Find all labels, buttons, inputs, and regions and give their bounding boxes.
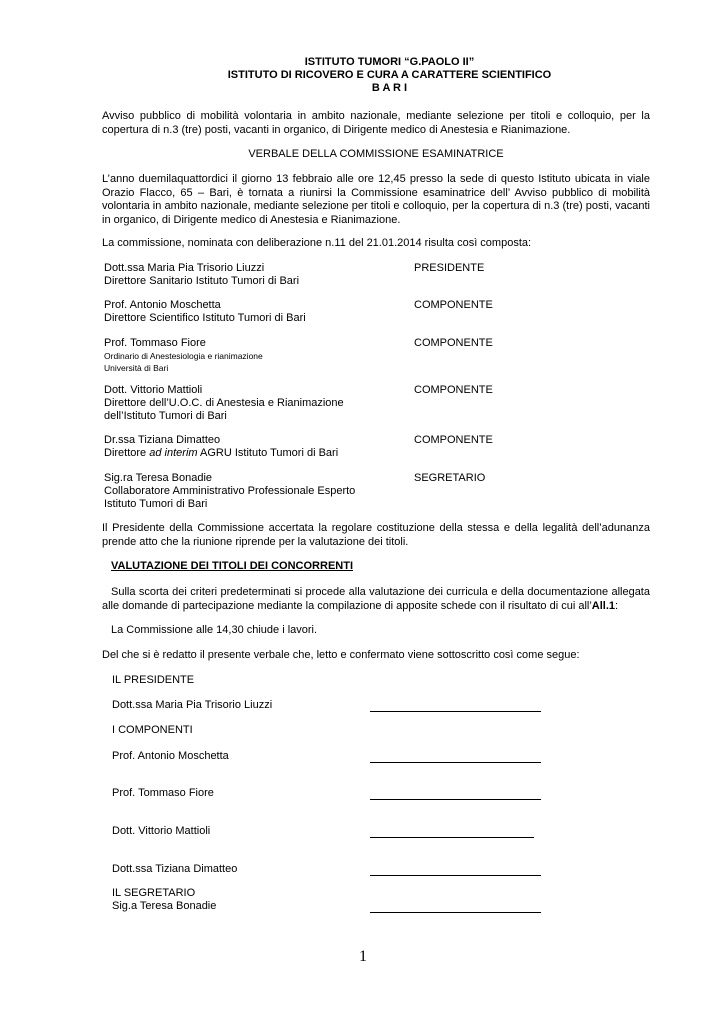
member-presidente — [104, 262, 650, 288]
member-title — [104, 447, 650, 460]
member-segretario — [104, 472, 650, 511]
member-componente-2 — [104, 337, 650, 374]
signatory-name: Prof. Tommaso Fiore — [112, 787, 214, 799]
signature-row-segretario — [112, 900, 552, 913]
member-name: Dott.ssa Maria Pia Trisorio Liuzzi — [104, 262, 265, 274]
member-name: Dr.ssa Tiziana Dimatteo — [104, 434, 221, 446]
valutazione-paragraph — [102, 586, 650, 613]
presidente-paragraph: Il Presidente della Commissione accertata la regolare costituzione della stessa e della legalità dell’adunanza prende atto che la riunione riprende per la valutazione dei titoli. — [102, 522, 650, 548]
segretario-label: IL SEGRETARIO — [112, 887, 196, 899]
member-name: Prof. Antonio Moschetta — [104, 299, 221, 311]
allegato-ref: All.1 — [591, 599, 616, 612]
member-name: Sig.ra Teresa Bonadie — [104, 472, 213, 484]
member-affiliation: Università di Bari — [104, 363, 169, 373]
valutazione-text: Sulla scorta dei criteri predeterminati si procede alla valutazione dei curricula e della documentazione allegata alle domande di partecipazione mediante la compilazione di apposite schede con il risultato di cui all’ — [102, 586, 650, 612]
redatto-paragraph: Del che si è redatto il presente verbale che, letto e confermato viene sottoscritto così come segue: — [102, 649, 580, 661]
signature-row-componente-3 — [112, 825, 552, 838]
signatory-name: Dott. Vittorio Mattioli — [112, 825, 211, 837]
signature-row-componente-1 — [112, 750, 552, 763]
avviso-paragraph: Avviso pubblico di mobilità volontaria in ambito nazionale, mediante selezione per titoli e colloquio, per la copertura di n.3 (tre) posti, vacanti in organico, di Dirigente medico di Anestesia e Rianimazione. — [102, 110, 650, 136]
signature-row-componente-4 — [112, 863, 552, 876]
document-header — [0, 56, 724, 95]
member-componente-3 — [104, 384, 650, 423]
header-institute-name: ISTITUTO TUMORI “G.PAOLO II” — [304, 56, 475, 68]
signature-line — [370, 837, 534, 838]
member-role: PRESIDENTE — [414, 262, 485, 274]
signature-line — [370, 875, 541, 876]
componenti-label: I COMPONENTI — [112, 724, 193, 736]
member-title-pre: Direttore — [104, 447, 150, 459]
signatory-name: Prof. Antonio Moschetta — [112, 750, 229, 762]
header-institute-type: ISTITUTO DI RICOVERO E CURA A CARATTERE SCIENTIFICO — [227, 69, 552, 81]
member-role: COMPONENTE — [414, 434, 493, 446]
member-role: SEGRETARIO — [414, 472, 486, 484]
member-affiliation: dell’Istituto Tumori di Bari — [104, 410, 227, 422]
header-city: B A R I — [371, 82, 408, 94]
signature-row-componente-2 — [112, 787, 552, 800]
valutazione-end: : — [615, 599, 619, 612]
signature-line — [370, 762, 541, 763]
member-name: Prof. Tommaso Fiore — [104, 337, 206, 349]
member-title: Ordinario di Anestesiologia e rianimazione — [104, 351, 263, 361]
member-componente-4 — [104, 434, 650, 460]
presidente-label: IL PRESIDENTE — [112, 674, 195, 686]
verbale-title: VERBALE DELLA COMMISSIONE ESAMINATRICE — [248, 148, 504, 160]
member-role: COMPONENTE — [414, 299, 493, 311]
member-componente-1 — [104, 299, 650, 325]
composizione-paragraph: La commissione, nominata con deliberazione n.11 del 21.01.2014 risulta così composta: — [102, 237, 532, 249]
member-role: COMPONENTE — [414, 384, 493, 396]
member-name: Dott. Vittorio Mattioli — [104, 384, 203, 396]
signatory-name: Dott.ssa Maria Pia Trisorio Liuzzi — [112, 699, 273, 711]
signature-line — [370, 711, 541, 712]
signature-row-presidente — [112, 699, 552, 712]
chiusura-paragraph: La Commissione alle 14,30 chiude i lavori. — [111, 624, 318, 636]
member-title: Direttore dell’U.O.C. di Anestesia e Rianimazione — [104, 397, 344, 409]
signature-line — [370, 912, 541, 913]
intro-paragraph: L’anno duemilaquattordici il giorno 13 febbraio alle ore 12,45 presso la sede di questo Istituto ubicata in viale Orazio Flacco, 65 – Bari, è tornata a riunirsi la Commissione esaminatrice dell’ Avviso pubblico di mobilità volontaria in ambito nazionale, mediante selezione per titoli e colloquio, per la copertura di n.3 (tre) posti, vacanti in organico, di Dirigente medico di Anestesia e Rianimazione. — [102, 173, 650, 226]
member-title-italic: ad interim — [149, 447, 198, 459]
member-title: Collaboratore Amministrativo Professionale Esperto — [104, 485, 356, 497]
signature-line — [370, 799, 541, 800]
member-title-post: AGRU Istituto Tumori di Bari — [197, 447, 339, 459]
page-number: 1 — [359, 948, 367, 965]
member-title: Direttore Sanitario Istituto Tumori di Bari — [104, 275, 300, 287]
signatory-name: Dott.ssa Tiziana Dimatteo — [112, 863, 238, 875]
section-title-text: VALUTAZIONE DEI TITOLI DEI CONCORRENTI — [111, 560, 353, 572]
signatory-name: Sig.a Teresa Bonadie — [112, 900, 217, 912]
member-affiliation: Istituto Tumori di Bari — [104, 498, 208, 510]
section-title — [111, 560, 651, 574]
member-title: Direttore Scientifico Istituto Tumori di Bari — [104, 312, 306, 324]
member-role: COMPONENTE — [414, 337, 493, 349]
